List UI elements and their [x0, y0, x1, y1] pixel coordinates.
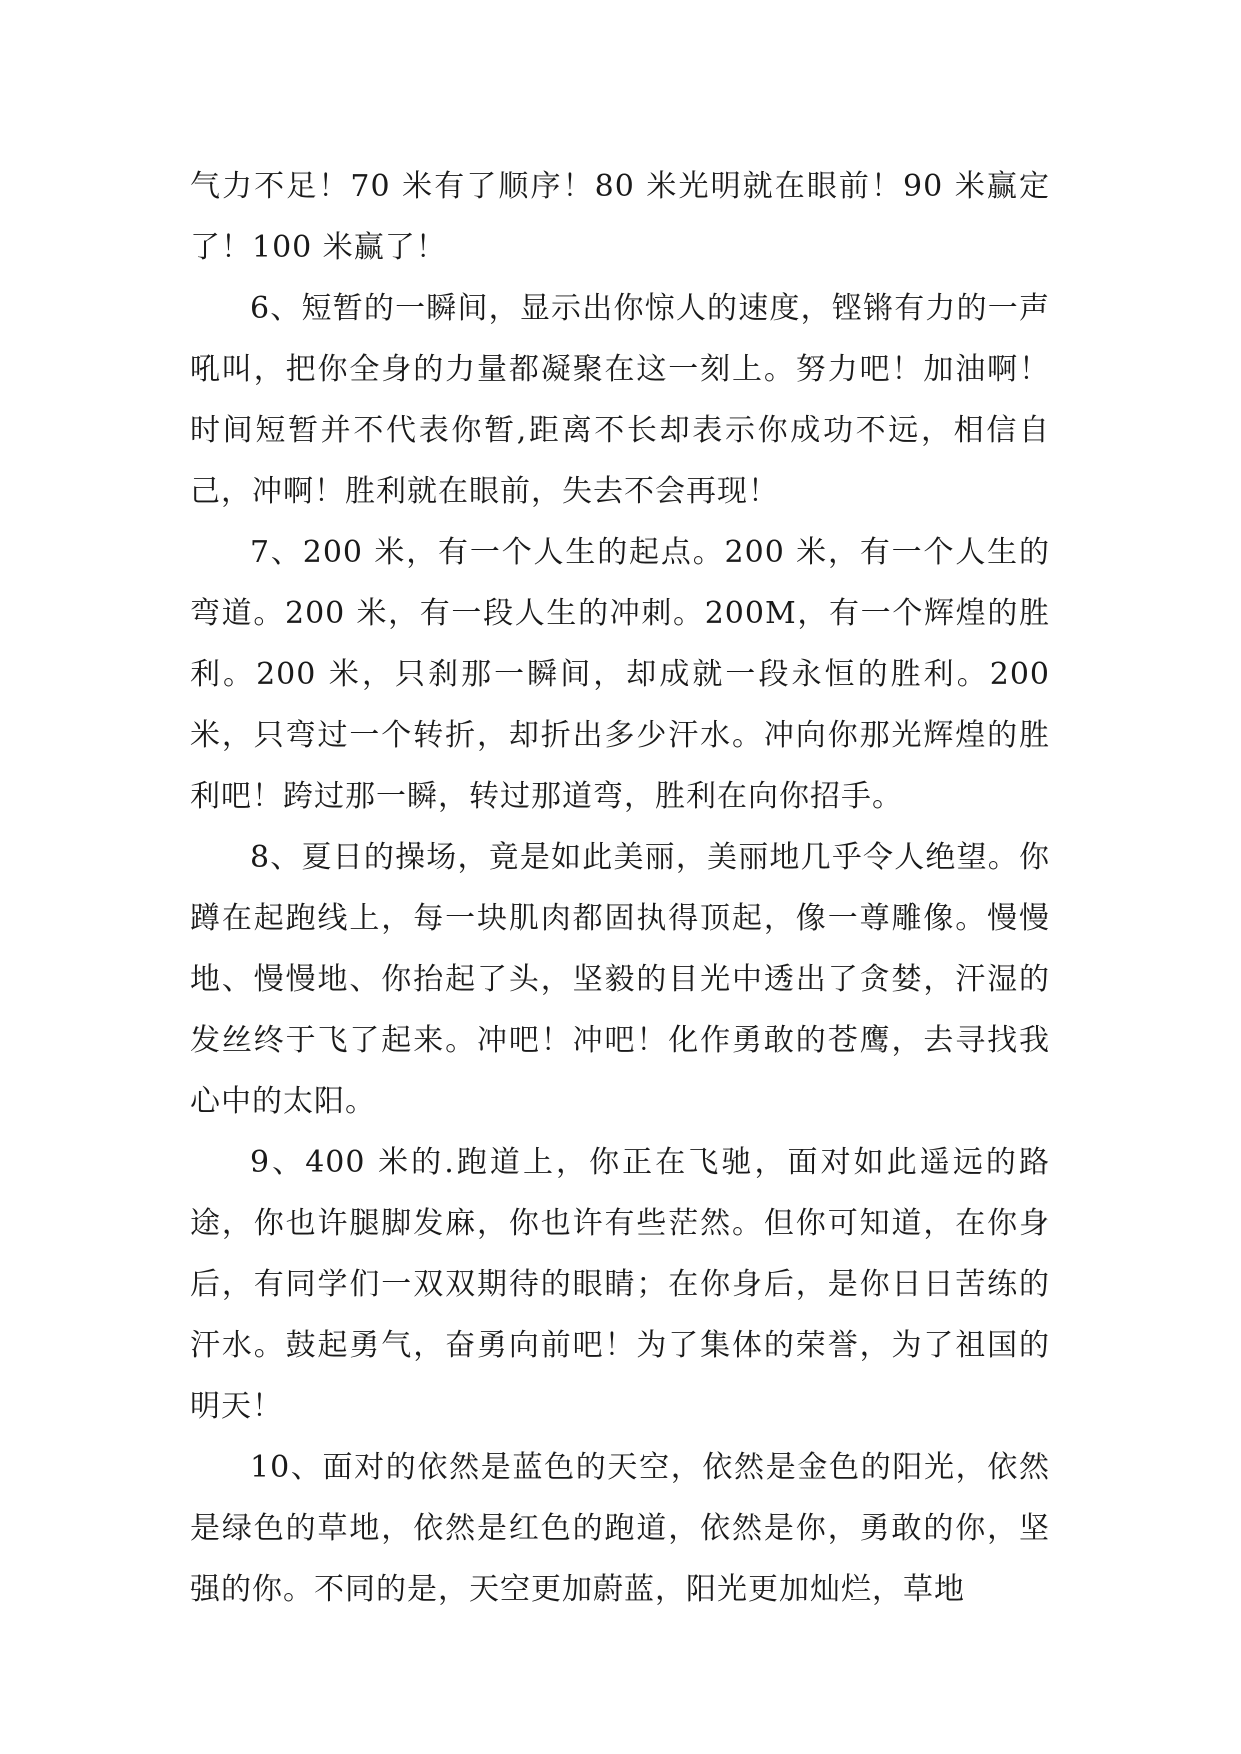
paragraph-continuation: 气力不足！70 米有了顺序！80 米光明就在眼前！90 米赢定了！100 米赢了！ [190, 169, 1050, 265]
paragraph-6: 6、短暂的一瞬间，显示出你惊人的速度，铿锵有力的一声吼叫，把你全身的力量都凝聚在这一刻上。努力吧！加油啊！时间短暂并不代表你暂,距离不长却表示你成功不远，相信自己，冲啊！胜利就在眼前，失去不会再现！ [190, 291, 1050, 509]
paragraph-9: 9、400 米的.跑道上，你正在飞驰，面对如此遥远的路途，你也许腿脚发麻，你也许有些茫然。但你可知道，在你身后，有同学们一双双期待的眼睛；在你身后，是你日日苦练的汗水。鼓起勇气，奋勇向前吧！为了集体的荣誉，为了祖国的明天！ [190, 1145, 1050, 1424]
paragraph-10: 10、面对的依然是蓝色的天空，依然是金色的阳光，依然是绿色的草地，依然是红色的跑道，依然是你，勇敢的你，坚强的你。不同的是，天空更加蔚蓝，阳光更加灿烂，草地 [190, 1450, 1050, 1607]
paragraph-7: 7、200 米，有一个人生的起点。200 米，有一个人生的弯道。200 米，有一段人生的冲刺。200M，有一个辉煌的胜利。200 米，只刹那一瞬间，却成就一段永恒的胜利。200米，只弯过一个转折，却折出多少汗水。冲向你那光辉煌的胜利吧！跨过那一瞬，转过那道弯，胜利在向你招手。 [190, 535, 1050, 814]
document-body [190, 156, 1050, 1620]
paragraph-8: 8、夏日的操场，竟是如此美丽，美丽地几乎令人绝望。你蹲在起跑线上，每一块肌肉都固执得顶起，像一尊雕像。慢慢地、慢慢地、你抬起了头，坚毅的目光中透出了贪婪，汗湿的发丝终于飞了起来。冲吧！冲吧！化作勇敢的苍鹰，去寻找我心中的太阳。 [190, 840, 1050, 1119]
